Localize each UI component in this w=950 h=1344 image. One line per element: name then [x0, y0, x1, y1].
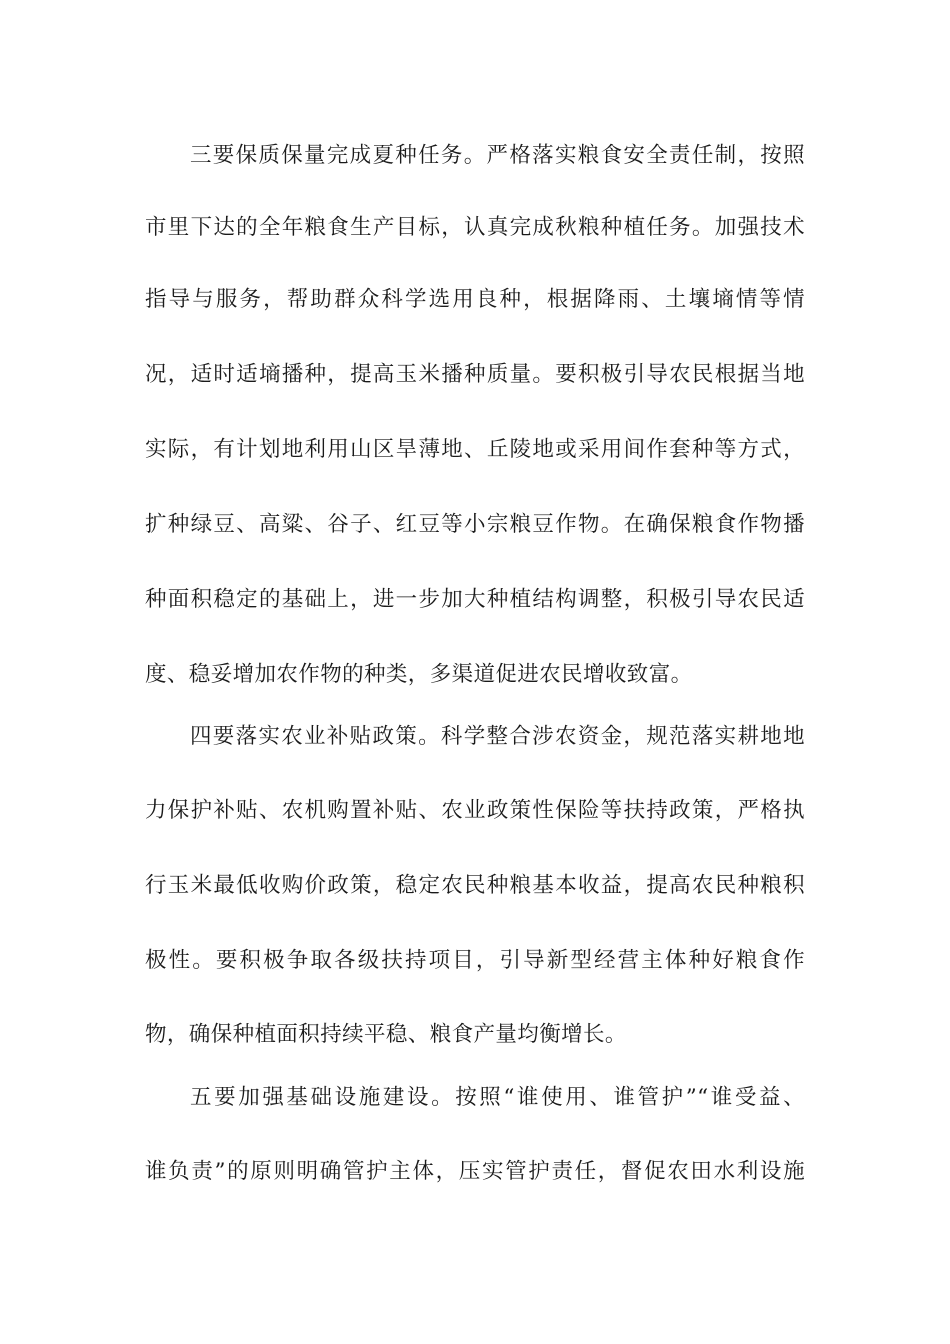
para3-line-3: 指导与服务，帮助群众科学选用良种，根据降雨、土壤墒情等情 [145, 287, 805, 312]
para4-line-5: 物，确保种植面积持续平稳、粮食产量均衡增长。 [145, 1022, 627, 1047]
para3-line-4: 况，适时适墒播种，提高玉米播种质量。要积极引导农民根据当地 [145, 362, 805, 387]
para4-line-3: 行玉米最低收购价政策，稳定农民种粮基本收益，提高农民种粮积 [145, 873, 805, 898]
para3-line-2: 市里下达的全年粮食生产目标，认真完成秋粮种植任务。加强技术 [145, 215, 805, 240]
para3-line-1: 三要保质保量完成夏种任务。严格落实粮食安全责任制，按照 [190, 143, 805, 168]
para3-line-5: 实际，有计划地利用山区旱薄地、丘陵地或采用间作套种等方式， [145, 437, 805, 462]
para3-line-8: 度、稳妥增加农作物的种类，多渠道促进农民增收致富。 [145, 662, 693, 687]
para4-line-1: 四要落实农业补贴政策。科学整合涉农资金，规范落实耕地地 [190, 724, 805, 749]
para5-line-1: 五要加强基础设施建设。按照“谁使用、谁管护”“谁受益、 [190, 1085, 805, 1110]
para5-line-2: 谁负责”的原则明确管护主体，压实管护责任，督促农田水利设施 [145, 1159, 805, 1184]
para4-line-4: 极性。要积极争取各级扶持项目，引导新型经营主体种好粮食作 [145, 948, 805, 973]
para3-line-6: 扩种绿豆、高粱、谷子、红豆等小宗粮豆作物。在确保粮食作物播 [145, 512, 805, 537]
para3-line-7: 种面积稳定的基础上，进一步加大种植结构调整，积极引导农民适 [145, 587, 805, 612]
para4-line-2: 力保护补贴、农机购置补贴、农业政策性保险等扶持政策，严格执 [145, 798, 805, 823]
